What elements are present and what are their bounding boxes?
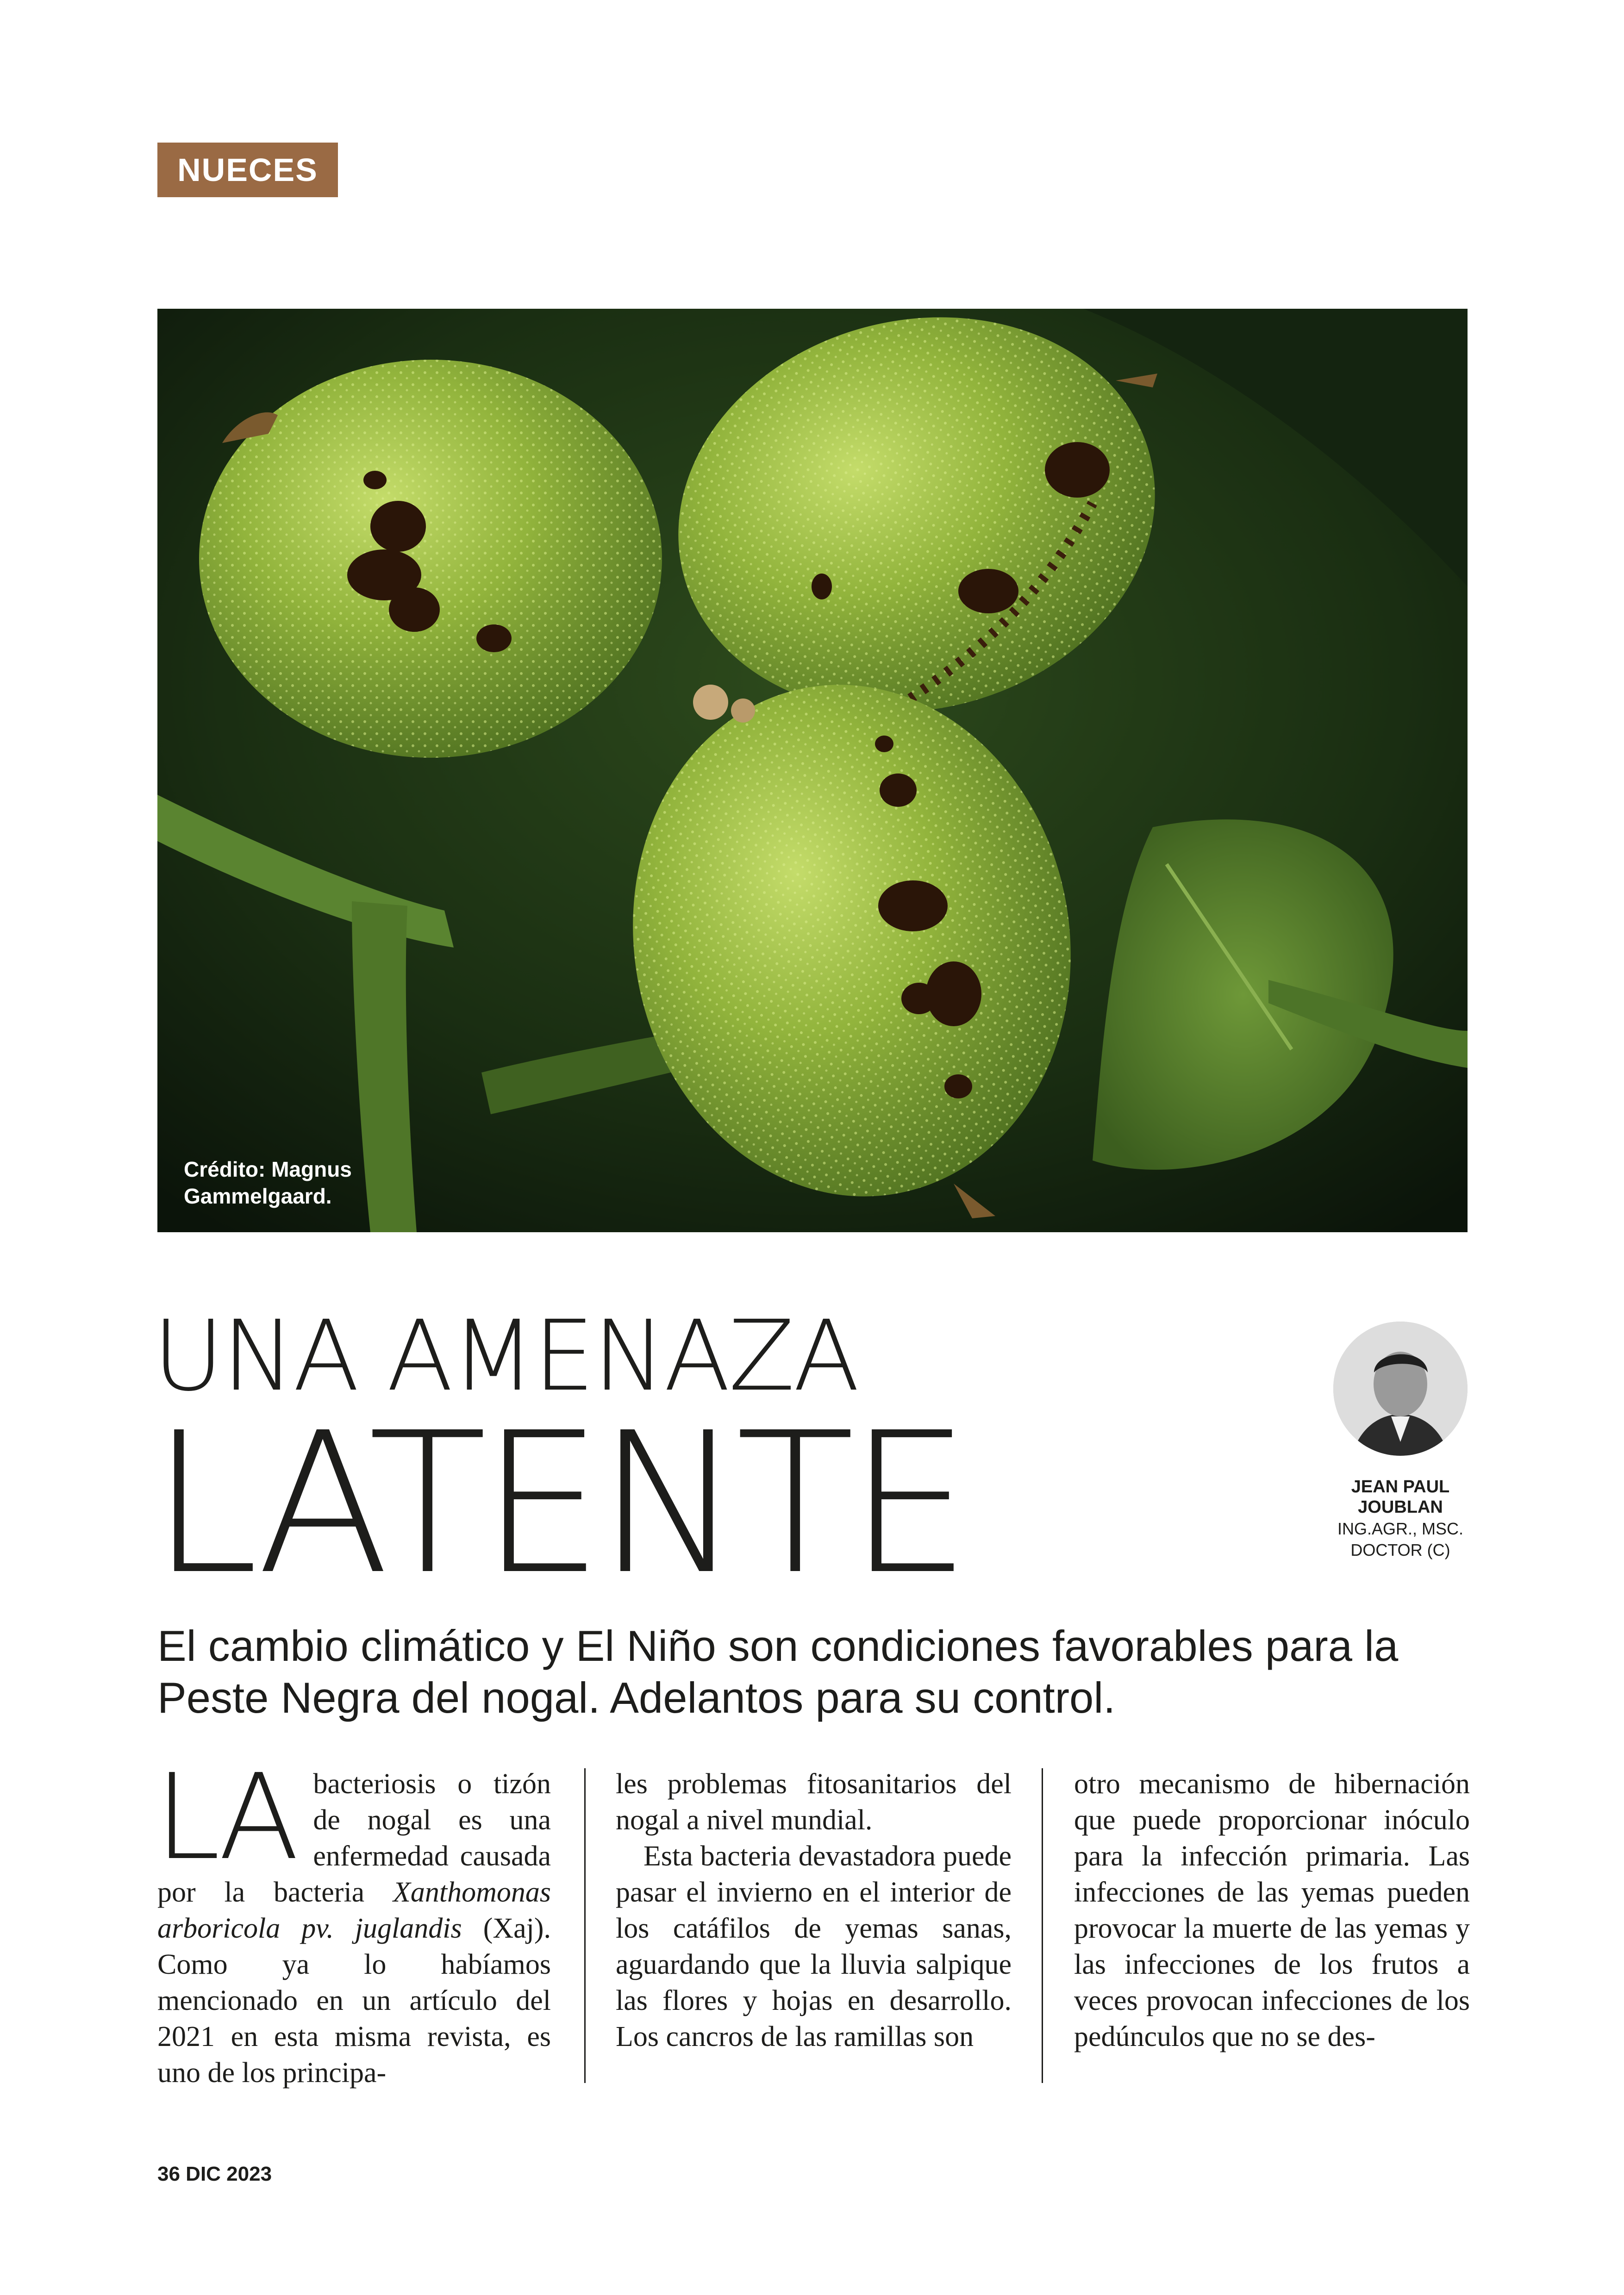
body-text: bacteriosis o tizón de nogal es una enfermedad causada por la bacteria <box>157 1768 551 1908</box>
headline-line1: UNA AMENAZA <box>153 1299 858 1413</box>
photo-credit: Crédito: Magnus Gammelgaard. <box>184 1157 352 1208</box>
column-divider <box>584 1768 586 2083</box>
walnut-left <box>199 360 662 758</box>
section-tag: NUECES <box>157 143 338 197</box>
body-paragraph: otro mecanismo de hibernación que puede proporcionar inóculo para la infección primaria. Las infecciones de las yemas pueden provocar la muerte de las yemas y las infecciones de los frutos a veces provocan infecciones de los pedúnculos que no se des- <box>1074 1768 1470 2052</box>
author-name-first: JEAN PAUL <box>1351 1477 1450 1497</box>
author-name-last: JOUBLAN <box>1358 1497 1443 1517</box>
author-credential-line2: DOCTOR (C) <box>1350 1540 1450 1559</box>
article-dek: El cambio climático y El Niño son condiciones favorables para la Peste Negra del nogal. Adelantos para su control. <box>157 1621 1399 1722</box>
body-column-1 <box>155 1749 551 2090</box>
body-column-3 <box>1074 1766 1470 2090</box>
body-text: (Xaj). Como ya lo habíamos mencionado en un artículo del 2021 en esta misma revista, es uno de los principa- <box>157 1913 551 2089</box>
author-avatar <box>1333 1322 1468 1456</box>
author-name <box>1315 1477 1486 1517</box>
page-folio: 36 DIC 2023 <box>157 2163 272 2185</box>
headline-line2: LATENTE <box>150 1391 965 1617</box>
hero-photo-walnuts <box>157 309 1468 1232</box>
author-credentials <box>1315 1518 1486 1561</box>
body-paragraph: les problemas fitosanitarios del nogal a nivel mundial. <box>616 1768 1012 1836</box>
author-credential-line1: ING.AGR., MSC. <box>1337 1519 1464 1538</box>
stem-bud <box>693 685 728 720</box>
species-name: Xanthomonas arboricola pv. juglandis <box>157 1877 551 1944</box>
body-column-2 <box>616 1766 1012 2090</box>
dropcap: LA <box>155 1749 295 1886</box>
column-divider <box>1042 1768 1043 2083</box>
body-paragraph: Esta bacteria devastadora puede pasar el invierno en el interior de los catáfilos de yemas sanas, aguardando que la lluvia salpique las flores y hojas en desarrollo. Los cancros de las ramillas son <box>616 1840 1012 2052</box>
walnut-illustration <box>157 309 1468 1232</box>
